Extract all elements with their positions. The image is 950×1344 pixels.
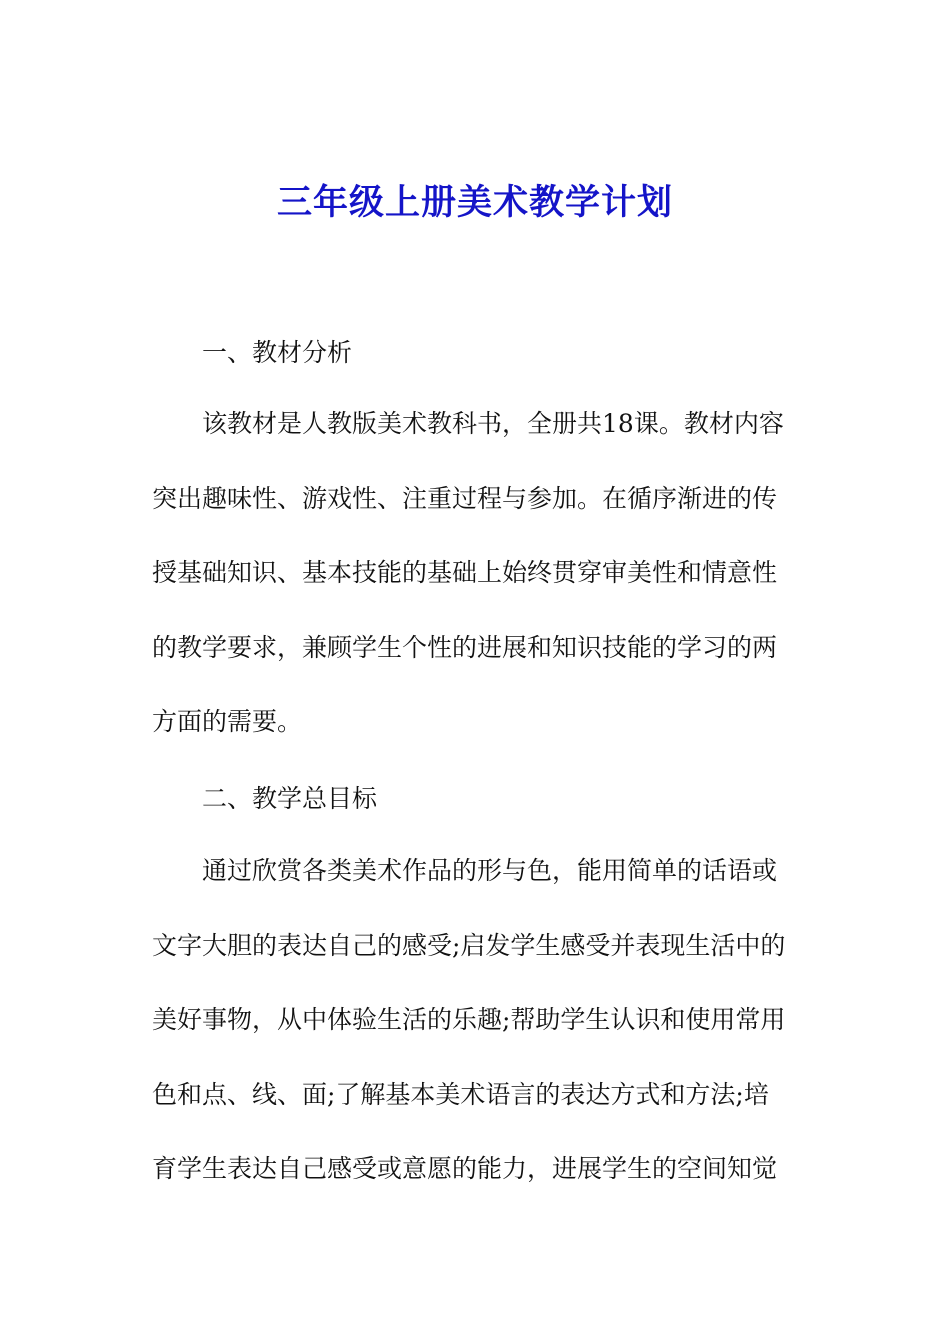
- section-paragraph-2: [152, 834, 802, 1207]
- paragraph-line: 方面的需要。: [152, 707, 303, 736]
- paragraph-line: 通过欣赏各类美术作品的形与色，能用简单的话语或: [202, 856, 778, 885]
- section-paragraph-1: [152, 387, 802, 760]
- paragraph-line: 育学生表达自己感受或意愿的能力，进展学生的空间知觉: [152, 1154, 778, 1183]
- paragraph-line: 突出趣味性、游戏性、注重过程与参加。在循序渐进的传: [152, 483, 778, 513]
- paragraph-line: 该教材是人教版美术教科书，全册共18课。教材内容: [202, 409, 784, 438]
- paragraph-line: 的教学要求，兼顾学生个性的进展和知识技能的学习的两: [152, 632, 778, 662]
- paragraph-line: 色和点、线、面;了解基本美术语言的表达方式和方法;培: [152, 1079, 769, 1109]
- paragraph-line: 文字大胆的表达自己的感受;启发学生感受并表现生活中的: [152, 930, 786, 960]
- document-title: 三年级上册美术教学计划: [276, 182, 673, 223]
- section-heading-1: 一、教材分析: [202, 338, 353, 367]
- paragraph-line: 授基础知识、基本技能的基础上始终贯穿审美性和情意性: [152, 558, 778, 587]
- paragraph-line: 美好事物，从中体验生活的乐趣;帮助学生认识和使用常用: [152, 1005, 786, 1034]
- section-heading-2: 二、教学总目标: [202, 784, 378, 813]
